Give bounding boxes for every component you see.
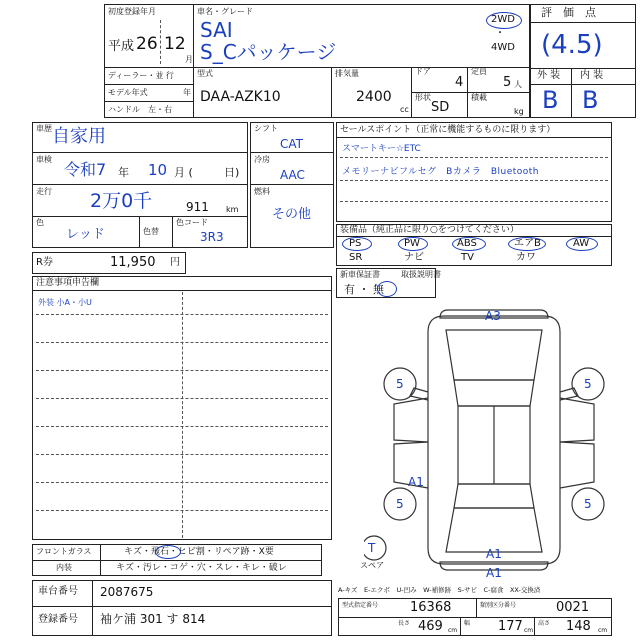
ac-label: 冷房 (254, 155, 270, 164)
r-value: 11,950 (110, 255, 156, 270)
interior-grade: B (582, 86, 599, 114)
load-label: 積載 (471, 93, 487, 102)
length-label: 長さ (398, 620, 411, 627)
equipment-label: 装備品（純正品に限り○をつけてください） (340, 225, 519, 235)
displacement: 2400 (356, 89, 392, 105)
shape: SD (431, 100, 450, 115)
inspection-month: 10 (148, 161, 168, 179)
chassis-number: 2087675 (100, 585, 154, 599)
sales-point-2: メモリーナビフルセグ Bカメラ Bluetooth (342, 167, 540, 177)
damage-hood: A3 (485, 309, 501, 323)
capacity: 5 (503, 75, 512, 90)
equip-aw: AW (573, 238, 590, 249)
spare-label: スペア (360, 561, 384, 570)
first-reg-label: 初度登録年月 (108, 7, 156, 16)
mileage-unit: km (226, 205, 239, 214)
drive-dot: ・ (495, 28, 505, 39)
inspection-era: 令和7 (64, 160, 107, 179)
width-label: 幅 (464, 620, 471, 627)
equip-airbag: エアB (514, 238, 541, 249)
car-windshield (454, 380, 534, 406)
car-hood (446, 330, 542, 380)
dealer-label: ディーラー・並 行 (108, 71, 174, 80)
door-label: ドア (415, 67, 431, 76)
warranty-value: 有 ・ 無 (344, 283, 384, 296)
equip-abs: ABS (457, 238, 477, 249)
interior-items: キズ・汚レ・コゲ・穴・スレ・キレ・破レ (116, 563, 287, 573)
capacity-unit: 人 (514, 80, 522, 89)
model-spec-number: 16368 (410, 600, 452, 615)
color-label: 色 (36, 218, 44, 227)
interior-label: 内装 (56, 563, 72, 572)
fuel-label: 燃料 (254, 187, 270, 196)
usage-value: 自家用 (52, 126, 106, 147)
warranty-label: 新車保証書 (340, 270, 380, 279)
inspection-day-unit: 日) (224, 166, 240, 179)
right-front-door (560, 398, 594, 442)
handle-label: ハンドル 左・右 (108, 105, 172, 114)
usage-label: 車歴 (36, 124, 52, 133)
mileage-rest: 911 (186, 200, 209, 214)
notes-label: 注意事項申告欄 (36, 278, 100, 288)
shape-label: 形状 (415, 93, 431, 102)
car-grade: S_Cパッケージ (200, 40, 337, 64)
inspection-year-unit: 年 (118, 166, 129, 179)
r-label: R券 (36, 257, 53, 268)
damage-rear-bumper: A1 (486, 566, 502, 580)
shift-label: シフト (254, 124, 278, 133)
fuel-value: その他 (272, 207, 312, 222)
chassis-label: 車台番号 (38, 586, 78, 597)
damage-rear-left-wheel: 5 (396, 497, 404, 511)
damage-legend: A-キズ E-エクボ U-凹み W-補修跡 S-サビ C-腐食 XX-交換済 (338, 586, 541, 594)
load-unit: kg (514, 107, 524, 116)
car-trunk (446, 508, 542, 552)
model-year-unit: 年 (183, 88, 191, 97)
exterior-grade-label: 外 装 (537, 70, 561, 81)
car-name-label: 車名・グレード (197, 7, 253, 16)
spare-tire-mark: T (368, 541, 376, 555)
width-unit: cm (524, 627, 534, 634)
drive-2wd: 2WD (491, 14, 515, 25)
shift-value: CAT (280, 137, 303, 151)
color-code-label: 色コード (176, 218, 208, 227)
color-change-label: 色替 (143, 227, 159, 236)
cc-unit: cc (400, 105, 409, 114)
score-label: 評 価 点 (541, 6, 596, 19)
sales-point-label: セールスポイント（正常に機能するものに限ります） (340, 125, 556, 135)
capacity-label: 定員 (471, 67, 487, 76)
damage-left-rear-door: A1 (408, 475, 424, 489)
color-value: レッド (66, 227, 105, 242)
first-reg-month: 12 (164, 34, 186, 54)
equip-ps: PS (349, 238, 362, 249)
right-rear-door (560, 442, 594, 488)
reg-number: 袖ケ浦 301 す 814 (100, 612, 206, 626)
type-value: DAA-AZK10 (200, 89, 281, 105)
equip-leather: カワ (516, 252, 536, 263)
equip-navi: ナビ (404, 252, 424, 263)
windshield-items: キズ・飛石・ヒビ割・リペア跡・X要 (124, 547, 274, 557)
equip-tv: TV (461, 252, 474, 263)
model-spec-label: 型式指定番号 (342, 602, 379, 609)
reg-label: 登録番号 (38, 614, 78, 625)
width-value: 177 (498, 619, 523, 634)
sales-point-1: スマートキー☆ETC (342, 144, 421, 154)
score-value: (4.5) (541, 30, 603, 60)
first-reg-month-unit: 月 (185, 55, 193, 64)
height-value: 148 (566, 619, 591, 634)
first-reg-era: 平成 (108, 39, 135, 54)
manual-label: 取扱説明書 (401, 270, 441, 279)
notes-line-1: 外装 小A・小U (38, 298, 92, 307)
damage-rear-right-wheel: 5 (584, 497, 592, 511)
r-unit: 円 (170, 257, 180, 268)
height-unit: cm (598, 627, 608, 634)
length-unit: cm (448, 627, 458, 634)
type-label: 型式 (197, 69, 213, 78)
model-year-label: モデル年式 (108, 88, 148, 97)
windshield-chip-circle (155, 545, 181, 559)
displacement-label: 排気量 (335, 69, 359, 78)
first-reg-year: 26 (136, 34, 158, 54)
ac-value: AAC (280, 168, 305, 182)
r-ticket-box (32, 252, 186, 274)
class-label: 類別区分番号 (480, 602, 517, 609)
car-rear-window (454, 484, 534, 508)
inspection-label: 車検 (36, 155, 52, 164)
equip-pw: PW (404, 238, 420, 249)
exterior-grade: B (542, 86, 559, 114)
car-name: SAI (200, 18, 233, 42)
warranty-none-circle (377, 281, 397, 297)
height-label: 高さ (538, 620, 551, 627)
interior-grade-label: 内 装 (580, 70, 604, 81)
damage-front-left-wheel: 5 (396, 377, 404, 391)
equip-sr: SR (349, 252, 363, 263)
class-number: 0021 (556, 600, 590, 615)
damage-trunk: A1 (486, 547, 502, 561)
mileage-main: 2万0千 (90, 190, 153, 212)
windshield-label: フロントガラス (36, 547, 92, 556)
car-damage-diagram (364, 308, 624, 576)
color-code: 3R3 (200, 230, 224, 244)
length-value: 469 (418, 619, 443, 634)
mileage-label: 走行 (36, 187, 52, 196)
doors: 4 (455, 75, 464, 90)
damage-front-right-wheel: 5 (584, 377, 592, 391)
left-front-door (394, 398, 428, 442)
drive-4wd: 4WD (491, 42, 515, 53)
inspection-month-unit: 月 ( (174, 166, 193, 179)
